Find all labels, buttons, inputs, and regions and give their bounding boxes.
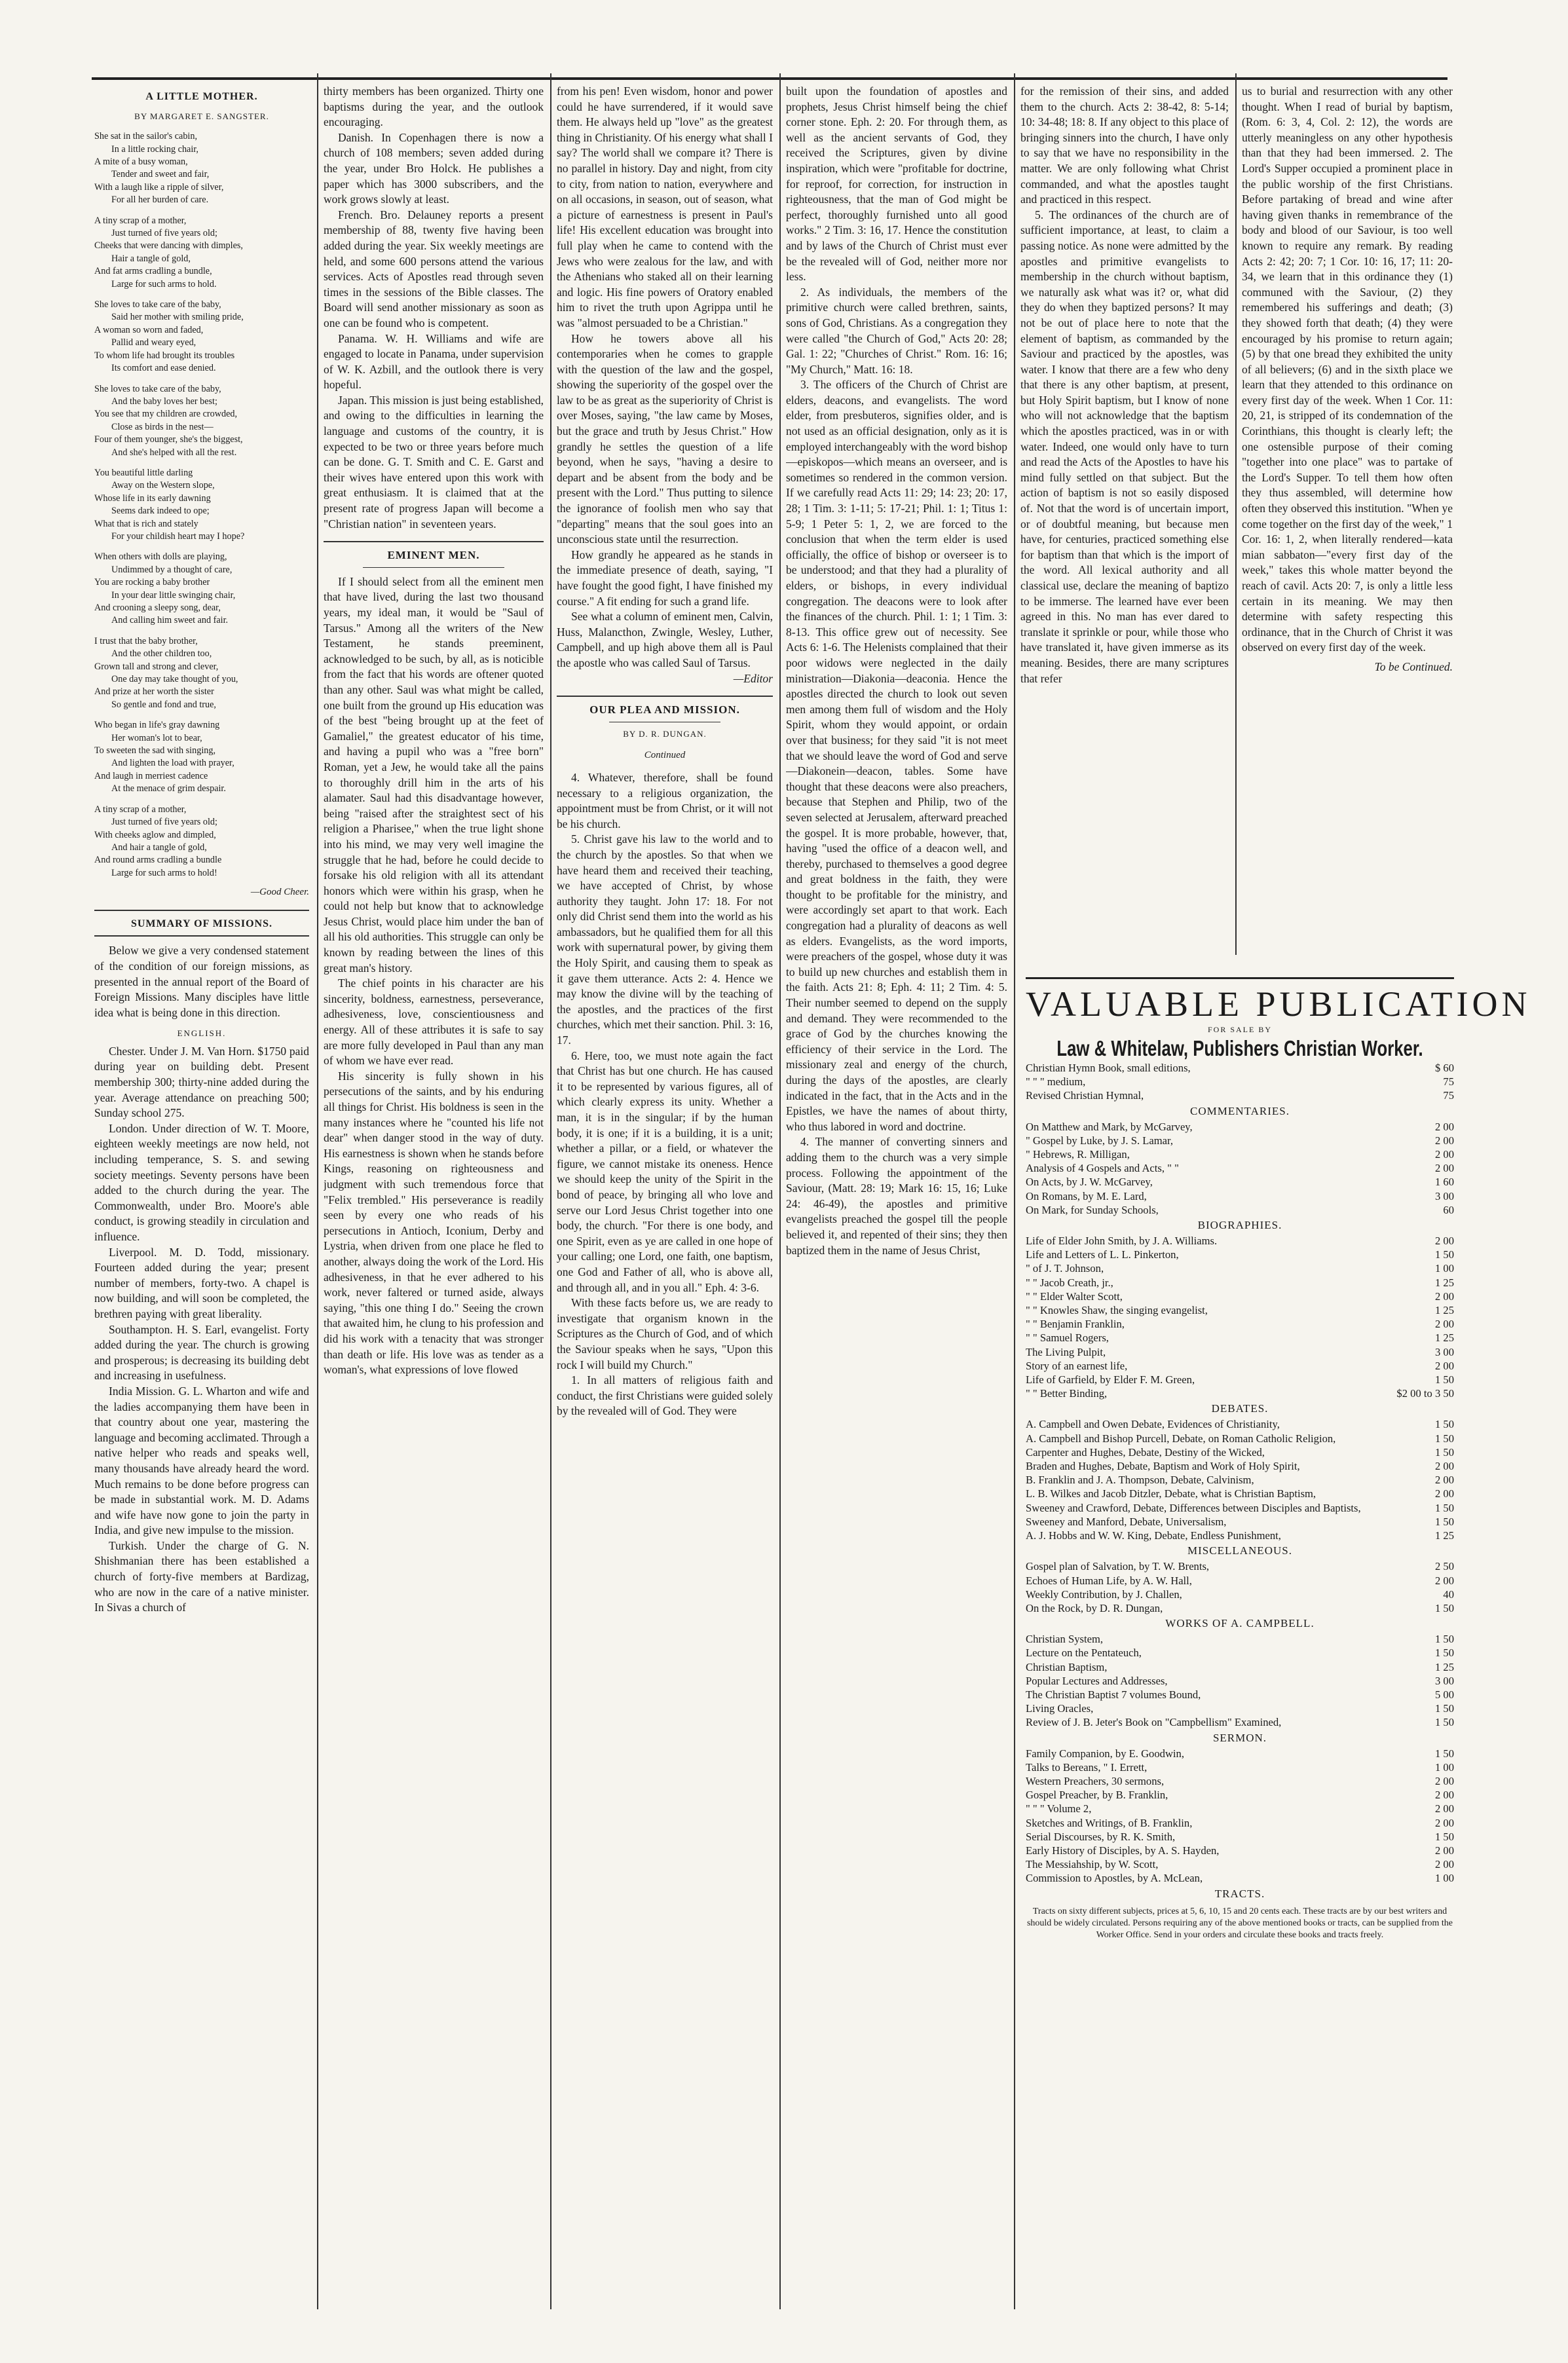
ad-book-row [1026,1303,1454,1317]
ad-book-price: 3 00 [1434,1189,1454,1202]
ad-book-price: 1 50 [1434,1601,1454,1614]
ad-book-title: On Romans, by M. E. Lard, [1026,1189,1147,1202]
ad-book-title: Gospel plan of Salvation, by T. W. Brents, [1026,1560,1210,1573]
mission-london: London. Under direction of W. T. Moore, eighteen weekly meetings are now held, not including temperance, S. S. and sewing society meetings. Seventy persons have been added to the church during the year. The Commonwealth, under Bro. Moore's able conduct, is growing steadily in circulation and influence. [94,1121,309,1243]
ad-book-title: Carpenter and Hughes, Debate, Destiny of the Wicked, [1026,1445,1265,1459]
eminent-paragraph: How grandly he appeared as he stands in the immediate presence of death, saying, "I have fought the good fight, I have finished my course." A fit ending for such a grand life. [557,548,773,608]
plea-paragraph: 4. The manner of converting sinners and adding them to the church was a very simple process. Following the appointment of the Saviour, (Matt. 28: 19; Mark 16: 15, 16; Luke 24: 46-49), the apostles and primitive evangelists preached the gospel till the people believed it, and repented of their sins; they then baptized them in the name of Jesus Christ, [786,1135,1007,1257]
ad-book-row [1026,1386,1454,1400]
ad-book-price: 1 00 [1434,1760,1454,1774]
ad-book-title: Story of an earnest life, [1026,1359,1128,1372]
ad-book-title: A. J. Hobbs and W. W. King, Debate, Endless Punishment, [1026,1529,1281,1542]
ad-book-row [1026,1445,1454,1459]
poem-line: And crooning a sleepy song, dear, [94,603,221,613]
poem-byline: BY MARGARET E. SANGSTER. [134,111,269,121]
ad-book-price: 1 50 [1434,1633,1454,1646]
plea-byline: BY D. R. DUNGAN. [623,728,707,739]
poem-line: Grown tall and strong and clever, [94,661,219,672]
poem-line: You are rocking a baby brother [94,577,210,588]
ad-book-price: 1 50 [1434,1248,1454,1261]
poem-line: To whom life had brought its troubles [94,350,235,361]
poem-line: I trust that the baby brother, [94,635,198,646]
ad-book-title: Christian Hymn Book, small editions, [1026,1062,1191,1074]
ad-book-row [1026,1134,1454,1147]
column-2 [324,84,544,2337]
column-rule [1235,73,1237,955]
poem-line: With cheeks aglow and dimpled, [94,829,216,840]
ad-book-row [1026,1788,1454,1802]
plea-paragraph: 5. Christ gave his law to the world and to the church by the apostles. So that when we have heard them and received their teaching, we have accepted of Christ, by whose authority they taught. John 17: 18. For not only did Christ send them into the world as his ambassadors, but he qualified them for all this work with supernatural power, by giving them the Holy Spirit, and causing them to speak as it gave them utterance. Acts 2: 4. Hence we may know the divine will by the teaching of the apostles, and the practices of the first churches, which met their sanction. Phil. 3: 16, 17. [557,832,773,1047]
ad-book-title: " " Better Binding, [1026,1387,1108,1400]
ad-book-title: " " Benjamin Franklin, [1026,1318,1125,1331]
ad-book-price: 2 50 [1434,1560,1454,1573]
ad-book-price: 1 50 [1434,1747,1454,1760]
ad-book-price: 2 00 [1434,1290,1454,1303]
ad-book-price: 1 50 [1434,1515,1454,1528]
plea-paragraph: 5. The ordinances of the church are of sufficient importance, at least, to claim a passing notice. As none were admitted by the apostles and primitive evangelists to membership in the church without baptism, we naturally ask what was it? or, what did they do when they baptized persons? It may not be out of place here to note that the element of baptism, as commanded by the Saviour and practiced by the apostles, was water. I know that there are a few who deny that there is any other baptism, at present, but Holy Spirit baptism, but I know of none who will not acknowledge that the baptism which the apostles practiced, was in or with water. Indeed, one would only have to turn and read the Acts of the Apostles to have his mind fully settled on that subject. But the action of baptism is not so easily disposed of. Not that the word is of uncertain import, or of doubtful meaning, but because men have, for centuries, practiced something else for baptism than that which is the import of the word. All lexical authority and all classical use, declare the meaning of baptizo to be immerse. The learned have ever been agreed in this. No man has ever dared to translate it sprinkle or pour, while those who have translated it, have given immerse as its meaning. Besides, there are many scriptures that refer [1020,208,1229,685]
ad-tracts-note: Tracts on sixty different subjects, prices at 5, 6, 10, 15 and 20 cents each. These tracts are by our best writers and should be widely circulated. Persons requiring any of the above mentioned books or tracts, can be supplied from the Worker Office. Send in your orders and circulate these books and tracts freely. [1026,1906,1453,1940]
poem-stanza [94,719,309,795]
ad-book-row [1026,1345,1454,1359]
ad-book-row [1026,1747,1454,1760]
poem-stanza [94,804,309,880]
poem-line: She sat in the sailor's cabin, [94,131,198,142]
poem-line: You see that my children are crowded, [94,409,238,420]
poem-line: Just turned of five years old; [111,228,217,239]
ad-book-price: 2 00 [1434,1774,1454,1787]
poem-line: Her woman's lot to bear, [111,732,202,743]
poem-line: Who began in life's gray dawning [94,720,220,731]
column-5a [1020,84,1229,955]
ad-book-row [1026,1816,1454,1830]
missions-intro: Below we give a very condensed statement of the condition of our foreign missions, as presented in the annual report of the Board of Foreign Missions. Many disciples have little idea what is being done in this direction. [94,944,309,1019]
ad-book-row [1026,1760,1454,1774]
ad-book-row [1026,1574,1454,1588]
ad-book-price: 1 50 [1434,1647,1454,1660]
ad-book-row [1026,1203,1454,1217]
ad-book-row [1026,1317,1454,1331]
column-5b [1242,84,1453,955]
ad-book-row [1026,1234,1454,1248]
poem-line: In your dear little swinging chair, [111,589,236,601]
ad-book-row [1026,1830,1454,1844]
ad-book-row [1026,1432,1454,1445]
poem-line: She loves to take care of the baby, [94,299,221,310]
ad-book-title: Talks to Bereans, " I. Errett, [1026,1760,1148,1774]
mission-liverpool: Liverpool. M. D. Todd, missionary. Fourteen added during the year; present number of members, forty-two. A chapel is now building, and will soon be completed, the brethren paying with great liberality. [94,1245,309,1320]
ad-title: VALUABLE PUBLICATION [1026,984,1531,1024]
poem-line: For your childish heart may I hope? [111,530,245,542]
ad-book-row [1026,1075,1454,1088]
ad-book-price: 1 50 [1434,1373,1454,1386]
ad-book-price: 3 00 [1434,1345,1454,1358]
mission-india: India Mission. G. L. Wharton and wife and the ladies accompanying them have been in that country about one year, mastering the language and becoming acclimated. Through a native helper who reads and speaks well, many thousands have already heard the word. Much remains to be done before progress can be made in substantial work. M. D. Adams and wife have now gone to join the party in India, and give new impulse to the mission. [94,1384,309,1537]
to-be-continued: To be Continued. [1374,660,1453,673]
ad-book-title: Popular Lectures and Addresses, [1026,1674,1168,1687]
ad-book-row [1026,1331,1454,1345]
plea-paragraph: 3. The officers of the Church of Christ are elders, deacons, and evangelists. The word elder, from presbuteros, signifies older, and is not used as an official designation, only as it is employed interchangeably with the word bishop—episkopos—which means an overseer, and is sometimes so rendered in the common version. If we carefully read Acts 11: 29; 14: 23; 20: 17, 28; 1 Tim. 3: 1-11; 5: 17-21; Phil. 1: 1; Titus 1: 5-9; 1 Peter 5: 1, 2, we are forced to the conclusion that when the term elder is used officially, the office of bishop or overseer is to be understood; and that they had a plurality of elders, or bishops, in every individual congregation. The deacons were to look after the finances of the church. Phil. 1: 1; 1 Tim. 3: 8-13. This office grew out of necessity. See Acts 6: 1-6. The Helenists complained that their poor widows were neglected in the daily ministration—Diakonia—deaconia. Hence the apostles directed the church to look out seven men among them full of wisdom and the Holy Spirit, whom they would appoint, or ordain over that business; for they said "it is not meet that we should leave the word of God and serve—Diakonein—deacon, tables. Some have thought that these deacons were also preachers, because that Stephen and Philip, two of the seven selected at Jerusalem, afterward preached the gospel. It is more probable, however, that, having "used the office of a deacon well, and thereby, purchased to themselves a good degree and great boldness in the faith, they were thought to be profitable for the ministry, and were accordingly set apart to that work. Each congregation had a plurality of deacons as well as elders. Evangelists, as the word imports, were preachers of the gospel, whose duty it was to build up new churches and establish them in the faith. Acts 21: 8; Eph. 4: 11; 2 Tim. 4: 5. Their number seemed to depend on the supply and demand. They were recommended to the grace of God by the churches knowing the efficiency of their service in the Lord. The missionary zeal and energy of the church, during the days of the apostles, are clearly indicated in the fact, that in the Acts and in the Epistles, we have the names of about thirty, who thus labored in word and doctrine. [786,378,1007,1133]
poem-line: At the menace of grim despair. [111,783,226,794]
missions-title: SUMMARY OF MISSIONS. [130,918,273,929]
ad-book-price: 1 00 [1434,1872,1454,1885]
section-divider [94,910,309,911]
plea-title: OUR PLEA AND MISSION. [589,703,740,716]
poem-line: For all her burden of care. [111,195,209,206]
poem-line: She loves to take care of the baby, [94,383,221,394]
poem-line: A woman so worn and faded, [94,324,204,335]
ad-book-price: 1 50 [1434,1702,1454,1715]
ad-book-row [1026,1061,1454,1075]
ad-section-heading: BIOGRAPHIES. [1197,1219,1282,1232]
ad-book-row [1026,1674,1454,1688]
ad-book-row [1026,1660,1454,1674]
ad-book-row [1026,1276,1454,1290]
poem-line: Four of them younger, she's the biggest, [94,434,243,445]
ad-book-title: Lecture on the Pentateuch, [1026,1647,1142,1660]
ad-book-title: Life of Garfield, by Elder F. M. Green, [1026,1373,1195,1386]
ad-book-price: 1 25 [1434,1660,1454,1673]
ad-book-title: Braden and Hughes, Debate, Baptism and Work of Holy Spirit, [1026,1460,1300,1473]
ad-book-price: 1 00 [1434,1262,1454,1275]
column-rule [779,73,781,2309]
poem-line: Tender and sweet and fair, [111,169,210,180]
ad-book-title: A. Campbell and Bishop Purcell, Debate, on Roman Catholic Religion, [1026,1432,1336,1445]
plea-paragraph: 4. Whatever, therefore, shall be found necessary to a religious organization, the appointment must be from Christ, or it will not be his church. [557,770,773,830]
poem-line: Said her mother with smiling pride, [111,312,244,323]
ad-book-title: Life of Elder John Smith, by J. A. Williams. [1026,1235,1218,1248]
ad-book-price: 2 00 [1434,1235,1454,1248]
ad-book-price: 2 00 [1434,1120,1454,1133]
poem-line: In a little rocking chair, [111,143,198,155]
ad-book-row [1026,1715,1454,1729]
ad-book-price: 2 00 [1434,1802,1454,1815]
ad-book-title: " " Knowles Shaw, the singing evangelist, [1026,1304,1208,1317]
ad-book-row [1026,1261,1454,1275]
poem-line: A mite of a busy woman, [94,157,188,167]
ad-book-row [1026,1147,1454,1161]
section-divider [324,541,544,542]
ad-book-row [1026,1161,1454,1175]
ad-book-title: A. Campbell and Owen Debate, Evidences of Christianity, [1026,1418,1280,1431]
poem-stanza [94,215,309,291]
ad-book-title: Serial Discourses, by R. K. Smith, [1026,1830,1176,1843]
ad-section-heading: SERMON. [1212,1731,1267,1744]
ad-book-title: Sweeney and Manford, Debate, Universalism, [1026,1515,1227,1528]
ad-book-row [1026,1588,1454,1601]
ad-book-title: Sweeney and Crawford, Debate, Differences between Disciples and Baptists, [1026,1501,1361,1514]
ad-book-title: Weekly Contribution, by J. Challen, [1026,1588,1182,1601]
poem-line: Cheeks that were dancing with dimples, [94,240,243,251]
ad-book-price: 2 00 [1434,1816,1454,1829]
ad-book-title: On Mark, for Sunday Schools, [1026,1203,1159,1216]
ad-book-title: L. B. Wilkes and Jacob Ditzler, Debate, what is Christian Baptism, [1026,1487,1316,1500]
poem-title: A LITTLE MOTHER. [145,91,258,102]
ad-book-price: 1 25 [1434,1529,1454,1542]
mission-japan: Japan. This mission is just being established, and owing to the difficulties in learning the language and customs of the country, it is expected to be two or three years before much can be done. G. T. Smith and C. E. Garst and their wives have entered upon this work with great enthusiasm. It is claimed that at the present rate of progress Japan will become a "Christian nation" in seventeen years. [324,393,544,530]
ad-book-price: $ 60 [1434,1062,1454,1074]
ad-book-row [1026,1559,1454,1573]
ad-book-title: On Acts, by J. W. McGarvey, [1026,1176,1153,1189]
plea-paragraph: With these facts before us, we are ready to investigate that organism known in the Scriptures as the Church of God, and of which the Saviour speaks when he says, "Upon this rock I will build my Church." [557,1296,773,1371]
ad-book-price: 1 60 [1434,1176,1454,1189]
plea-continued: Continued [644,750,686,761]
ad-book-title: The Christian Baptist 7 volumes Bound, [1026,1688,1201,1701]
plea-paragraph: 6. Here, too, we must note again the fact that Christ has but one church. He has caused it to be represented by various figures, all of which clearly express its unity. Whether a man, it is in the singular; if by the human body, it is one; if it is a building, it is a unit; whether a pillar, or a field, or whatever the figure, we cannot mistake its oneness. Hence we should keep the unity of the Spirit in the bond of peace, by bringing all who love and serve our Lord Jesus Christ together into one body, the church. "For there is one body, and one Spirit, even as ye are called in one hope of your calling; one Lord, one faith, one baptism, one God and Father of all, who is above all, and through all, and in you all." Eph. 4: 3-6. [557,1049,773,1294]
poem-line: Hair a tangle of gold, [111,253,191,264]
poem-line: And she's helped with all the rest. [111,447,237,458]
poem-line: Just turned of five years old; [111,817,217,828]
ad-for-sale: FOR SALE BY [1207,1025,1272,1034]
eminent-paragraph: from his pen! Even wisdom, honor and power could he have surrendered, if it would save them. He always held up "love" as the greatest thing in Christianity. Of his energy what shall I say? The world shall we compare it? There is no parallel in history. Day and night, from city to city, from nation to nation, everywhere and on all occasions, in season, out of season, what a picture of earnestness is present in Paul's life! His excellent education was brought into full play when he came to contend with the Jews who were zealous for the law, and with the Athenians who staked all on their learning and logic. His fine powers of Oratory enabled him to rivet the truth upon Agrippa until he was "almost persuaded to be a Christian." [557,84,773,329]
poem-line: Its comfort and ease denied. [111,363,216,374]
poem-line: Large for such arms to hold. [111,278,217,289]
ad-book-title: " " Samuel Rogers, [1026,1331,1109,1345]
mission-turkish: Turkish. Under the charge of G. N. Shishmanian there has been established a church of forty-five members at Bardizag, who are now in the care of a native minister. In Sivas a church of [94,1538,309,1614]
ad-book-row [1026,1088,1454,1102]
poem-line: Close as birds in the nest— [111,421,214,432]
ad-book-title: Revised Christian Hymnal, [1026,1089,1144,1102]
mission-chester: Chester. Under J. M. Van Horn. $1750 paid during year on building debt. Present membership 300; thirty-nine added during the year. Average attendance on preaching 500; Sunday school 275. [94,1044,309,1120]
ad-book-list [1026,1061,1454,1901]
ad-book-row [1026,1774,1454,1788]
ad-book-title: " Gospel by Luke, by J. S. Lamar, [1026,1134,1174,1147]
plea-paragraph: built upon the foundation of apostles and prophets, Jesus Christ himself being the chief corner stone. Eph. 2: 20. For through them, as well as the ancient servants of God, they received the Scriptures, given by divine inspiration, which were "profitable for doctrine, for reproof, for correction, for instruction in righteousness, that the man of God might be perfect, thoroughly furnished unto all good works." 2 Tim. 3: 16, 17. Hence the constitution and by laws of the Church of Christ must ever be the revealed will of God, neither more nor less. [786,84,1007,284]
poem-line: A tiny scrap of a mother, [94,215,187,226]
poem-line: Undimmed by a thought of care, [111,564,233,575]
book-advertisement [1026,977,1531,1941]
ad-book-title: Early History of Disciples, by A. S. Hayden, [1026,1844,1220,1857]
ad-book-price: 75 [1443,1089,1454,1102]
poem-line: You beautiful little darling [94,467,193,478]
ad-book-title: " of J. T. Johnson, [1026,1262,1104,1275]
ad-book-price: 2 00 [1434,1162,1454,1175]
ad-book-row [1026,1529,1454,1542]
ad-book-title: Western Preachers, 30 sermons, [1026,1774,1165,1787]
poem-line: Pallid and weary eyed, [111,337,196,348]
ad-book-price: 1 25 [1434,1276,1454,1289]
ad-book-row [1026,1120,1454,1134]
ad-book-price: 2 00 [1434,1574,1454,1587]
eminent-paragraph: If I should select from all the eminent men that have lived, during the last two thousand years, my ideal man, it would be "Saul of Tarsus." Among all the writers of the New Testament, he stands preeminent, acknowledged to be such, by all, as is noticible from the fact that his words are oftener quoted than any other. Saul was what might be called, one built from the ground up His education was of the best "being brought up at the feet of Gamaliel," the greatest educator of his time, and having a pupil who was a "free born" Roman, yet a Jew, he would take all the pains to thoroughly drill him in the arts of his alamater. Saul had this disadvantage however, being "raised after the straightest sect of his religion a Pharisee," when the true light shone into his mind, we may very well imagine the struggle that he had, before he could decide to forsake his old religion with all its attendant honors which were within his grasp, when he could not help but know that to acknowledge Jesus Christ, would place him under the ban of all his old authorities. This struggle can only be known by reading between the lines of this great man's history. [324,574,544,975]
ad-book-row [1026,1175,1454,1189]
ad-book-price: 5 00 [1434,1688,1454,1701]
ad-book-row [1026,1487,1454,1500]
ad-book-price: 2 00 [1434,1474,1454,1487]
ad-book-title: " Hebrews, R. Milligan, [1026,1148,1130,1161]
eminent-paragraph: How he towers above all his contemporaries when he comes to grapple with the question of the law and the gospel, showing the superiority of the gospel over the law to be as great as the superiority of Christ is over Moses, saying, "the law came by Moses, but the grace and truth by Jesus Christ." How grandly he settles the question of a life beyond, when he says, "having a desire to depart and be absent from the body and be present with the Lord." Thus putting to silence the ignorance of foolish men who say that "departing" means that the soul goes into an unconscious state until the resurrection. [557,331,773,546]
ad-book-price: 1 50 [1434,1445,1454,1459]
plea-paragraph: for the remission of their sins, and added them to the church. Acts 2: 38-42, 8: 5-14; 10: 34-48; 18: 8. If any object to this place of bringing sinners into the church, I have only to say that we have no responsibility in the matter. We are only following what Christ commanded, and what the apostles taught and practiced in this respect. [1020,84,1229,206]
eminent-title: EMINENT MEN. [387,549,480,562]
ad-book-row [1026,1501,1454,1515]
poem-line: So gentle and fond and true, [111,699,216,710]
ad-book-title: " " Jacob Creath, jr., [1026,1276,1113,1289]
ad-book-row [1026,1515,1454,1529]
ad-section-heading: WORKS OF A. CAMPBELL. [1165,1617,1315,1630]
ad-book-title: Gospel Preacher, by B. Franklin, [1026,1789,1168,1802]
ad-book-row [1026,1802,1454,1815]
section-divider [94,935,309,937]
ad-book-price: 2 00 [1434,1460,1454,1473]
poem-body [94,130,309,880]
ad-book-title: Christian Baptism, [1026,1660,1108,1673]
ad-book-price: 40 [1443,1588,1454,1601]
poem-line: One day may take thought of you, [111,674,238,685]
poem-line: Seems dark indeed to ope; [111,506,210,517]
poem-line: What that is rich and stately [94,518,198,529]
column-rule [317,73,318,2309]
plea-paragraph: 2. As individuals, the members of the primitive church were called brethren, saints, sons of God, Christians. As a congregation they were called "the Church of God," Acts 20: 28; Gal. 1: 22; "Churches of Christ." Rom. 16: 16; "My Church," Matt. 16: 18. [786,285,1007,376]
poem-line: And round arms cradling a bundle [94,855,222,866]
ad-section-heading: DEBATES. [1211,1402,1269,1415]
ad-book-price: 75 [1443,1075,1454,1088]
eminent-paragraph: The chief points in his character are his sincerity, boldness, earnestness, perseverance, adhesiveness, love, conscientiousness and energy. All of these attributes it is safe to say are more fully developed in Paul than any man of whom we have ever read. [324,977,544,1068]
poem-line: Large for such arms to hold! [111,867,217,878]
plea-paragraph: 1. In all matters of religious faith and conduct, the first Christians were guided solely by the revealed will of God. They were [557,1373,773,1418]
missions-subhead-english: ENGLISH. [177,1028,227,1039]
poem-line: A tiny scrap of a mother, [94,804,187,815]
poem-line: When others with dolls are playing, [94,551,227,563]
column-rule [550,73,551,2309]
ad-book-price: 3 00 [1434,1674,1454,1687]
poem-line: And calling him sweet and fair. [111,615,229,626]
ad-book-price: 2 00 [1434,1134,1454,1147]
poem-line: And prize at her worth the sister [94,686,214,698]
column-4 [786,84,1007,2337]
poem-line: And the other children too, [111,648,212,660]
ad-book-price: 1 50 [1434,1432,1454,1445]
ad-book-price: 1 50 [1434,1830,1454,1843]
eminent-paragraph: See what a column of eminent men, Calvin, Huss, Malancthon, Zwingle, Wesley, Luther, Campbell, and up high above them all is Paul the apostle who was called Saul of Tarsus. [557,610,773,669]
ad-book-title: " " Elder Walter Scott, [1026,1290,1123,1303]
section-divider [557,696,773,697]
ad-book-row [1026,1632,1454,1646]
ad-publisher: Law & Whitelaw, Publishers Christian Worker. [1056,1036,1423,1060]
ad-book-title: Analysis of 4 Gospels and Acts, " " [1026,1162,1179,1175]
column-1 [94,84,309,2337]
ad-book-title: B. Franklin and J. A. Thompson, Debate, Calvinism, [1026,1474,1254,1487]
poem-credit: —Good Cheer. [250,887,309,898]
ad-book-title: On the Rock, by D. R. Dungan, [1026,1601,1163,1614]
ad-book-row [1026,1417,1454,1431]
ad-book-price: $2 00 to 3 50 [1396,1387,1454,1400]
ad-book-row [1026,1290,1454,1303]
ad-book-title: " " " medium, [1026,1075,1086,1088]
ad-book-row [1026,1459,1454,1473]
ad-section-heading: MISCELLANEOUS. [1187,1544,1292,1557]
ad-book-title: Life and Letters of L. L. Pinkerton, [1026,1248,1179,1261]
mission-panama: Panama. W. H. Williams and wife are engaged to locate in Panama, under supervision of W. K. Azbill, and the outlook there is very hopeful. [324,331,544,392]
ad-book-row [1026,1702,1454,1715]
ad-book-row [1026,1844,1454,1857]
ad-book-title: On Matthew and Mark, by McGarvey, [1026,1120,1193,1133]
ad-book-row [1026,1601,1454,1615]
ad-book-row [1026,1857,1454,1871]
ad-book-price: 1 25 [1434,1304,1454,1317]
poem-line: And the baby loves her best; [111,396,217,407]
poem-stanza [94,467,309,543]
ad-book-price: 1 50 [1434,1501,1454,1514]
poem-line: And hair a tangle of gold, [111,842,207,853]
poem-stanza [94,299,309,375]
mission-southampton: Southampton. H. S. Earl, evangelist. Forty added during the year. The church is growing and prosperous; is decreasing its building debt and increasing in usefulness. [94,1322,309,1383]
ad-book-row [1026,1359,1454,1373]
ad-book-price: 2 00 [1434,1789,1454,1802]
poem-line: With a laugh like a ripple of silver, [94,181,224,193]
ad-book-price: 1 50 [1434,1716,1454,1729]
ad-book-price: 2 00 [1434,1858,1454,1871]
column-rule [1014,73,1015,2309]
poem-stanza [94,551,309,627]
ad-top-rule [1026,977,1454,979]
masthead-rule [92,77,1447,80]
poem-line: And fat arms cradling a bundle, [94,266,212,277]
ad-book-row [1026,1373,1454,1386]
ad-book-title: Living Oracles, [1026,1702,1094,1715]
poem-line: Away on the Western slope, [111,480,215,491]
ad-book-row [1026,1871,1454,1885]
missions-continuation: thirty members has been organized. Thirty one baptisms during the year, and the outlook encouraging. [324,84,544,129]
poem-stanza [94,130,309,206]
plea-paragraph: us to burial and resurrection with any other thought. When I read of burial by baptism, (Rom. 6: 3, 4, Col. 2: 12), the words are utterly meaningless on any other hypothesis than that they had been immersed. 2. The Lord's Supper occupied a prominent place in the public worship of the first Christians. Before partaking of bread and wine after having given thanks in remembrance of the body and blood of our Saviour, is too well known to require any remark. By reading Acts 2: 42; 20: 7; 1 Cor. 10: 16, 17; 11: 20-34, we learn that in this ordinance they (1) communed with the Saviour, (2) they remembered his sufferings and death; (3) they showed forth that death; (4) they were encouraged by his promise to return again; (5) by that one bread they exhibited the unity of all believers; (6) and in the sixth place we learn that they attended to this ordinance on every first day of the week. When 1 Cor. 11: 20, 21, is stripped of its condemnation of the Corinthians, this thought is clearly left; the one ostensible purpose of their coming "together into one place" was to partake of the Lord's Supper. To tell them how often they thus assembled, will determine how often they observed this institution. "When ye come together on the first day of the week," 1 Cor. 16: 1, 2, when literally rendered—kata mian sabbaton—"every first day of the week," takes this whole matter beyond the reach of cavil. Acts 20: 7, is only a little less certain in its meaning. We may then determine with safety respecting this ordinance, that in the Church of Christ it was observed on every first day of the week. [1242,84,1453,654]
ad-book-row [1026,1473,1454,1487]
ad-book-row [1026,1189,1454,1203]
ad-book-row [1026,1248,1454,1261]
ad-book-row [1026,1688,1454,1702]
ad-book-row [1026,1646,1454,1660]
ad-book-price: 60 [1443,1203,1454,1216]
editor-credit: —Editor [733,671,773,685]
poem-line: Whose life in its early dawning [94,493,211,504]
eminent-paragraph: His sincerity is fully shown in his persecutions of the saints, and by his enduring all things for Christ. His boldness is seen in the many instances where he "counted his life not dear" when danger stood in the way of duty. His earnestness is shown when he stands before Kings, reasoning on righteousness and judgment with such tremendous force that "Felix trembled." His perseverance is readily seen by every one who reads of his persecutions in Antioch, Iconium, Derby and Lystria, when driven from one place he fled to another, always doing the work of the Lord. His adhesiveness, in that he ever adhered to his work, never faltered or turned aside, always saying, "this one thing I do." Seeing the crown that awaited him, he clung to his profession and did his work with a tenacity that was stronger than death or life. His love was as tender as a woman's, what expressions of love flowed [324,1069,544,1377]
poem-line: And laugh in merriest cadence [94,770,208,781]
mission-danish: Danish. In Copenhagen there is now a church of 108 members; seven added during the year, under Bro Holck. He publishes a paper which has 3000 subscribers, and the work grows slowly at least. [324,130,544,206]
ad-book-title: " " " Volume 2, [1026,1802,1092,1815]
mission-french: French. Bro. Delauney reports a present membership of 88, twenty five having been added during the year. Six weekly meetings are held, and some 600 persons attend the various services. Acts of Apostles read through seven times in the sessions of the Bible classes. The Board will send another missionary as soon as one can be found who is competent. [324,208,544,329]
ad-book-title: Echoes of Human Life, by A. W. Hall, [1026,1574,1192,1587]
ad-section-heading: TRACTS. [1214,1887,1265,1900]
ad-book-price: 2 00 [1434,1318,1454,1331]
poem-line: And lighten the load with prayer, [111,758,234,769]
ad-book-price: 2 00 [1434,1844,1454,1857]
ad-book-price: 1 50 [1434,1418,1454,1431]
poem-stanza [94,383,309,459]
ad-book-price: 2 00 [1434,1359,1454,1372]
ad-book-title: The Messiahship, by W. Scott, [1026,1858,1159,1871]
title-underline [363,567,504,568]
ad-book-title: Family Companion, by E. Goodwin, [1026,1747,1184,1760]
ad-book-title: Sketches and Writings, of B. Franklin, [1026,1816,1193,1829]
ad-book-title: The Living Pulpit, [1026,1345,1106,1358]
ad-book-title: Christian System, [1026,1633,1104,1646]
ad-section-heading: COMMENTARIES. [1190,1104,1290,1117]
ad-book-title: Commission to Apostles, by A. McLean, [1026,1872,1203,1885]
ad-book-title: Review of J. B. Jeter's Book on "Campbellism" Examined, [1026,1716,1282,1729]
column-3 [557,84,773,2337]
ad-book-price: 2 00 [1434,1148,1454,1161]
ad-book-price: 1 25 [1434,1331,1454,1345]
ad-book-price: 2 00 [1434,1487,1454,1500]
poem-stanza [94,635,309,711]
poem-line: To sweeten the sad with singing, [94,745,215,756]
